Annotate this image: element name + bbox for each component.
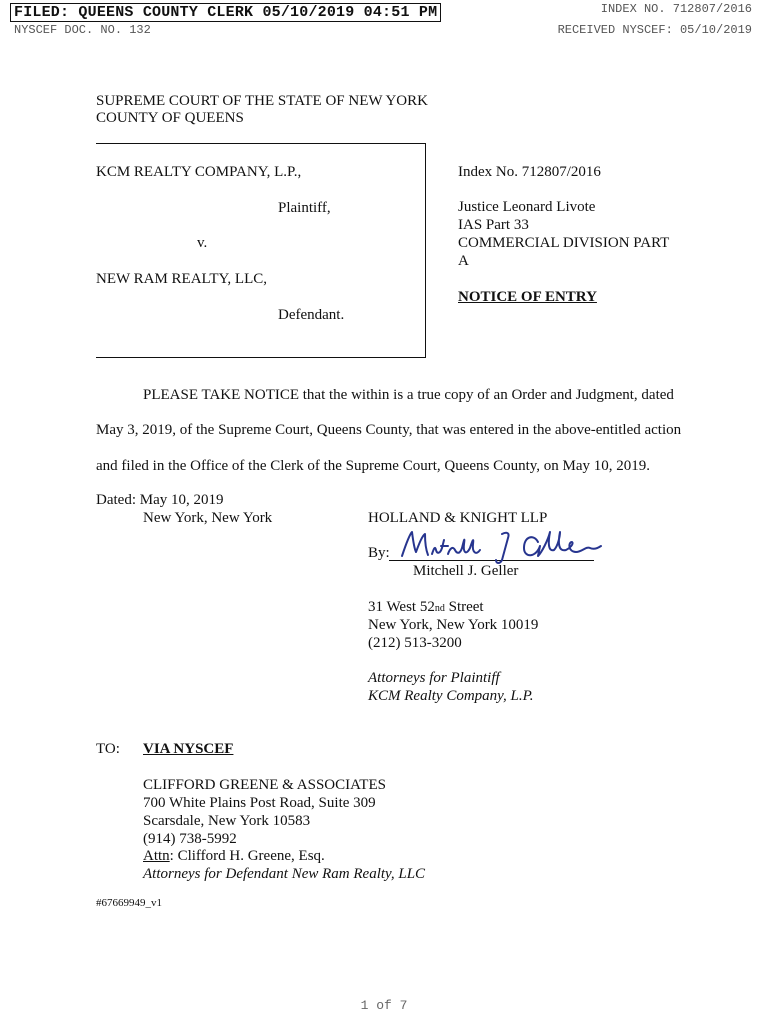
recipient-attn — [143, 847, 325, 865]
by-label: By: — [368, 545, 390, 561]
to-label: TO: — [96, 741, 120, 757]
plaintiff-role: Plaintiff, — [278, 200, 331, 216]
dated-label: Dated: May 10, 2019 — [96, 492, 224, 508]
court-name: SUPREME COURT OF THE STATE OF NEW YORK — [96, 93, 428, 109]
firm-city: New York, New York 10019 — [368, 617, 539, 633]
firm-address-prefix: 31 West 52 — [368, 599, 435, 615]
document-reference: #67669949_v1 — [96, 897, 162, 909]
division-line-1: COMMERCIAL DIVISION PART — [458, 235, 670, 251]
recipient-phone: (914) 738-5992 — [143, 831, 237, 847]
versus: v. — [197, 235, 208, 251]
division-line-2: A — [458, 253, 469, 269]
filed-stamp: FILED: QUEENS COUNTY CLERK 05/10/2019 04:51 PM — [10, 3, 441, 22]
ias-part: IAS Part 33 — [458, 217, 529, 233]
body-line-2: May 3, 2019, of the Supreme Court, Queens County, that was entered in the above-entitled action — [96, 422, 682, 438]
attn-label: Attn — [143, 848, 170, 864]
firm-phone: (212) 513-3200 — [368, 635, 462, 651]
defendant-role: Defendant. — [278, 307, 345, 323]
firm-address-suffix: Street — [444, 599, 484, 615]
body-line-3: and filed in the Office of the Clerk of the Supreme Court, Queens County, on May 10, 2019. — [96, 458, 651, 474]
defendant-name: NEW RAM REALTY, LLC, — [96, 271, 267, 287]
body-line-1: PLEASE TAKE NOTICE that the within is a true copy of an Order and Judgment, dated — [143, 387, 674, 403]
case-index-number: Index No. 712807/2016 — [458, 164, 601, 180]
firm-role-line-2: KCM Realty Company, L.P. — [368, 688, 534, 704]
firm-role-line-1: Attorneys for Plaintiff — [368, 670, 500, 686]
caption-bottom-rule — [96, 357, 426, 358]
recipient-role: Attorneys for Defendant New Ram Realty, LLC — [143, 866, 426, 882]
plaintiff-name: KCM REALTY COMPANY, L.P., — [96, 164, 302, 180]
page-number: 1 of 7 — [360, 998, 408, 1013]
caption-top-rule — [96, 143, 426, 144]
firm-address-ordinal: nd — [434, 603, 445, 614]
firm-address — [368, 598, 484, 618]
dated-place: New York, New York — [143, 510, 273, 526]
signatory-name: Mitchell J. Geller — [413, 563, 519, 579]
recipient-address-1: 700 White Plains Post Road, Suite 309 — [143, 795, 376, 811]
delivery-method: VIA NYSCEF — [143, 741, 234, 757]
attn-name: : Clifford H. Greene, Esq. — [169, 848, 325, 864]
nyscef-doc-number: NYSCEF DOC. NO. 132 — [14, 23, 151, 37]
received-date: RECEIVED NYSCEF: 05/10/2019 — [557, 23, 752, 37]
notice-title: NOTICE OF ENTRY — [458, 289, 597, 305]
recipient-address-2: Scarsdale, New York 10583 — [143, 813, 311, 829]
header-index-number: INDEX NO. 712807/2016 — [600, 2, 752, 16]
handwritten-signature — [398, 526, 603, 566]
recipient-firm: CLIFFORD GREENE & ASSOCIATES — [143, 777, 386, 793]
caption-right-rule — [425, 143, 426, 358]
firm-name: HOLLAND & KNIGHT LLP — [368, 510, 548, 526]
court-county: COUNTY OF QUEENS — [96, 110, 244, 126]
justice-name: Justice Leonard Livote — [458, 199, 596, 215]
